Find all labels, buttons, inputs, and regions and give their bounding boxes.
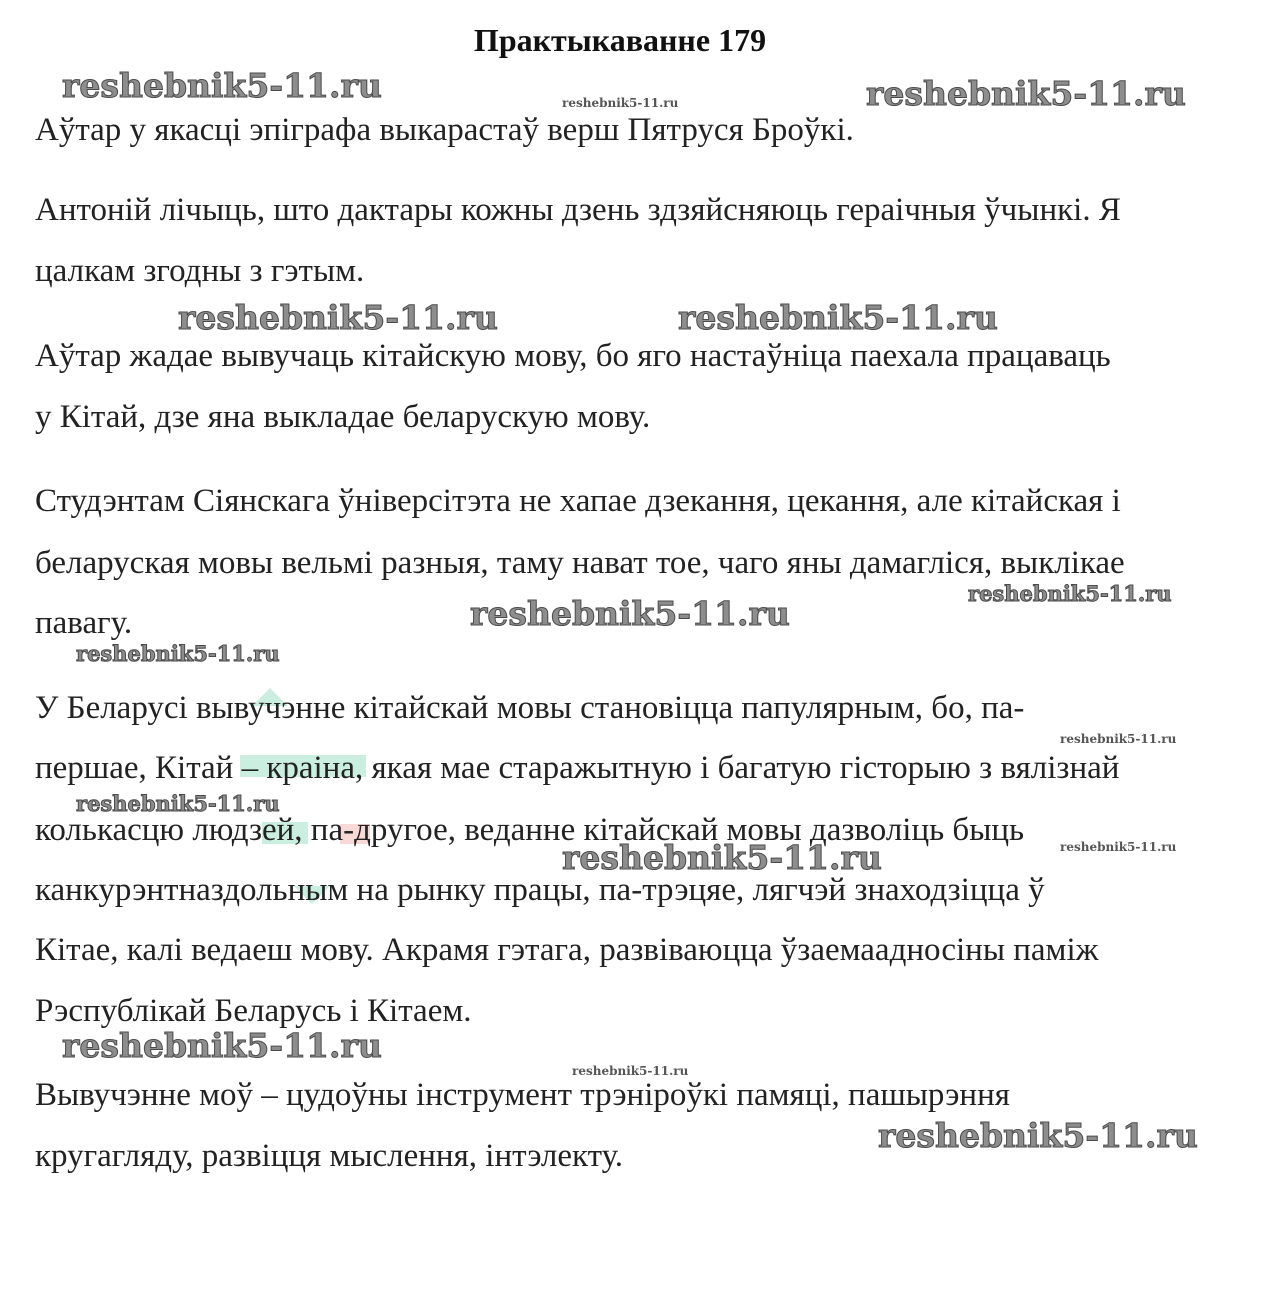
text-line: Кітае, калі ведаеш мову. Акрамя гэтага, развіваюцца ўзаемаадносіны паміж	[35, 932, 1099, 968]
text-line: павагу.	[35, 605, 133, 641]
text-line: Антоній лічыць, што дактары кожны дзень здзяйсняюць гераічныя ўчынкі. Я	[35, 192, 1121, 228]
text-line: Студэнтам Сіянскага ўніверсітэта не хапае дзекання, цекання, але кітайская і	[35, 483, 1121, 519]
watermark: reshebnik5-11.ru	[178, 298, 498, 337]
page-title: Практыкаванне 179	[473, 22, 767, 58]
watermark: reshebnik5-11.ru	[878, 1116, 1198, 1155]
text-line: Аўтар у якасці эпіграфа выкарастаў верш Пятруся Броўкі.	[35, 112, 854, 148]
text-line: беларуская мовы вельмі разныя, таму нават тое, чаго яны дамагліся, выклікае	[35, 545, 1125, 581]
watermark: reshebnik5-11.ru	[678, 298, 998, 337]
text-line: Вывучэнне моў – цудоўны інструмент трэніроўкі памяці, пашырэння	[35, 1077, 1010, 1113]
text-line: У Беларусі вывучэнне кітайскай мовы становіцца папулярным, бо, па-	[35, 690, 1025, 726]
watermark: reshebnik5-11.ru	[866, 74, 1186, 113]
text-line: першае, Кітай – краіна, якая мае старажытную і багатую гісторыю з вялізнай	[35, 750, 1120, 786]
watermark: reshebnik5-11.ru	[1060, 840, 1177, 854]
watermark: reshebnik5-11.ru	[572, 1064, 689, 1078]
text-line: канкурэнтназдольным на рынку працы, па-трэцяе, лягчэй знаходзіцца ў	[35, 872, 1045, 908]
text-line: Аўтар жадае вывучаць кітайскую мову, бо яго настаўніца паехала працаваць	[35, 338, 1111, 374]
text-line: у Кітай, дзе яна выкладае беларускую мову.	[35, 399, 651, 435]
watermark: reshebnik5-11.ru	[562, 838, 882, 877]
watermark: reshebnik5-11.ru	[968, 581, 1172, 606]
text-line: Рэспублікай Беларусь і Кітаем.	[35, 993, 472, 1029]
watermark: reshebnik5-11.ru	[76, 791, 280, 816]
text-line: кругагляду, развіцця мыслення, інтэлекту.	[35, 1138, 624, 1174]
watermark: reshebnik5-11.ru	[62, 66, 382, 105]
watermark: reshebnik5-11.ru	[62, 1026, 382, 1065]
watermark: reshebnik5-11.ru	[76, 641, 280, 666]
text-line: колькасцю людзей, па-другое, веданне кітайскай мовы дазволіць быць	[35, 812, 1025, 848]
watermark: reshebnik5-11.ru	[1060, 732, 1177, 746]
text-line: цалкам згодны з гэтым.	[35, 253, 365, 289]
watermark: reshebnik5-11.ru	[562, 96, 679, 110]
watermark: reshebnik5-11.ru	[470, 594, 790, 633]
